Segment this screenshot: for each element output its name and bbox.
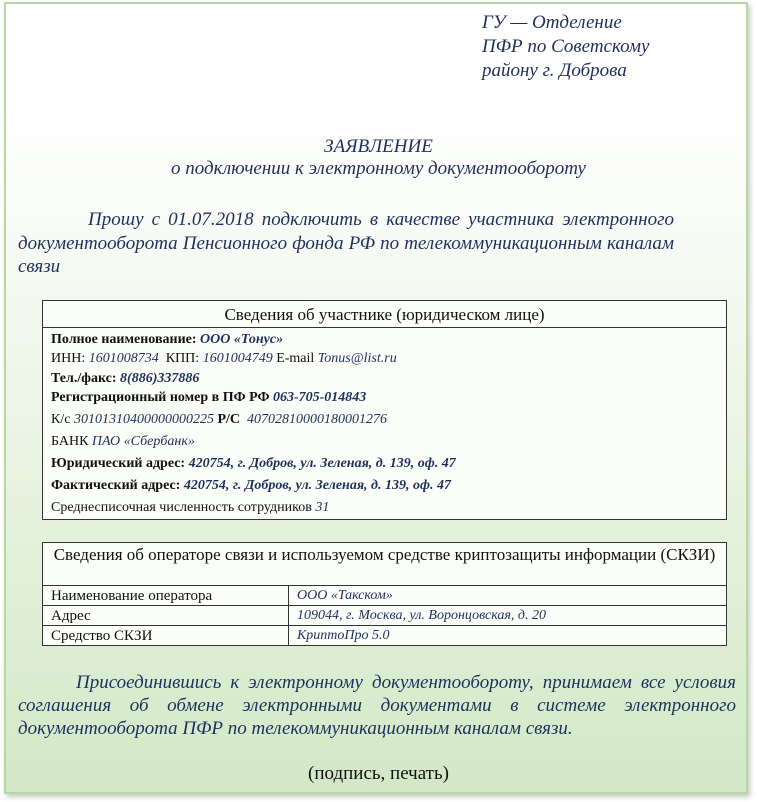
participant-info-header: Сведения об участнике (юридическом лице) — [43, 301, 726, 328]
bank-value: ПАО «Сбербанк» — [91, 434, 195, 449]
email-label: E-mail — [276, 351, 315, 366]
bank-label: БАНК — [51, 434, 89, 449]
ks-value: 30101310400000000225 — [73, 412, 214, 427]
legal-address-value: 420754, г. Добров, ул. Зеленая, д. 139, оф. 47 — [188, 456, 456, 471]
legal-address-row — [51, 456, 456, 472]
closing-paragraph — [18, 671, 736, 740]
addressee-line: району г. Доброва — [482, 60, 627, 81]
bank-accounts-row — [51, 412, 387, 428]
headcount-value: 31 — [315, 500, 330, 515]
addressee-line: ГУ — Отделение — [482, 12, 622, 33]
phone-row — [51, 371, 199, 387]
table-row — [43, 606, 726, 626]
participant-info-box — [42, 300, 727, 520]
addressee-block — [482, 11, 650, 83]
signature-line: (подпись, печать) — [308, 763, 449, 784]
operator-info-box — [42, 542, 727, 646]
ks-label: К/с — [51, 412, 71, 427]
rs-value: 40702810000180001276 — [247, 412, 388, 427]
full-name-value: ООО «Тонус» — [200, 332, 284, 347]
headcount-row — [51, 500, 329, 516]
closing-text: Присоединившись к электронному документообороту, принимаем все условия соглашения об обмене электронными документами в системе электронного документооборота ПФР по телекоммуникационным каналам связи. — [18, 672, 736, 739]
reg-number-row — [51, 390, 366, 406]
inn-label: ИНН: — [51, 351, 86, 366]
reg-number-value: 063-705-014843 — [272, 390, 367, 405]
addressee-line: ПФР по Советскому — [482, 36, 650, 57]
table-row — [43, 626, 726, 646]
inn-kpp-email-row — [51, 351, 397, 367]
document-title: ЗАЯВЛЕНИЕ — [324, 136, 433, 157]
rs-label: Р/С — [217, 412, 241, 427]
phone-label: Тел./факс: — [51, 371, 117, 386]
email-value: Tonus@list.ru — [317, 351, 397, 366]
document-subtitle: о подключении к электронному документообороту — [171, 158, 586, 179]
request-text: Прошу с 01.07.2018 подключить в качестве участника электронного документооборота Пенсионного фонда РФ по телекоммуникационным каналам связи — [18, 209, 674, 277]
operator-name-label: Наименование оператора — [43, 586, 289, 606]
crypto-tool-label: Средство СКЗИ — [43, 626, 289, 646]
operator-info-header: Сведения об операторе связи и используемом средстве криптозащиты информации (СКЗИ) — [43, 543, 726, 586]
actual-address-value: 420754, г. Добров, ул. Зеленая, д. 139, оф. 47 — [183, 478, 452, 493]
kpp-value: 1601004749 — [202, 351, 273, 366]
operator-table — [43, 586, 726, 645]
table-row — [43, 586, 726, 606]
operator-name-value: ООО «Такском» — [297, 587, 393, 603]
full-name-row — [51, 332, 283, 348]
inn-value: 1601008734 — [88, 351, 159, 366]
operator-address-value: 109044, г. Москва, ул. Воронцовская, д. 20 — [289, 606, 727, 626]
request-paragraph — [18, 208, 674, 279]
actual-address-label: Фактический адрес: — [51, 478, 181, 493]
kpp-label: КПП: — [165, 351, 200, 366]
bank-row — [51, 434, 195, 450]
actual-address-row — [51, 478, 451, 494]
operator-address-label: Адрес — [43, 606, 289, 626]
full-name-label: Полное наименование: — [51, 332, 197, 347]
phone-value: 8(886)337886 — [120, 371, 200, 386]
reg-number-label: Регистрационный номер в ПФ РФ — [51, 390, 270, 405]
crypto-tool-value: КриптоПро 5.0 — [289, 626, 727, 646]
headcount-label: Среднесписочная численность сотрудников — [51, 500, 312, 515]
legal-address-label: Юридический адрес: — [51, 456, 186, 471]
